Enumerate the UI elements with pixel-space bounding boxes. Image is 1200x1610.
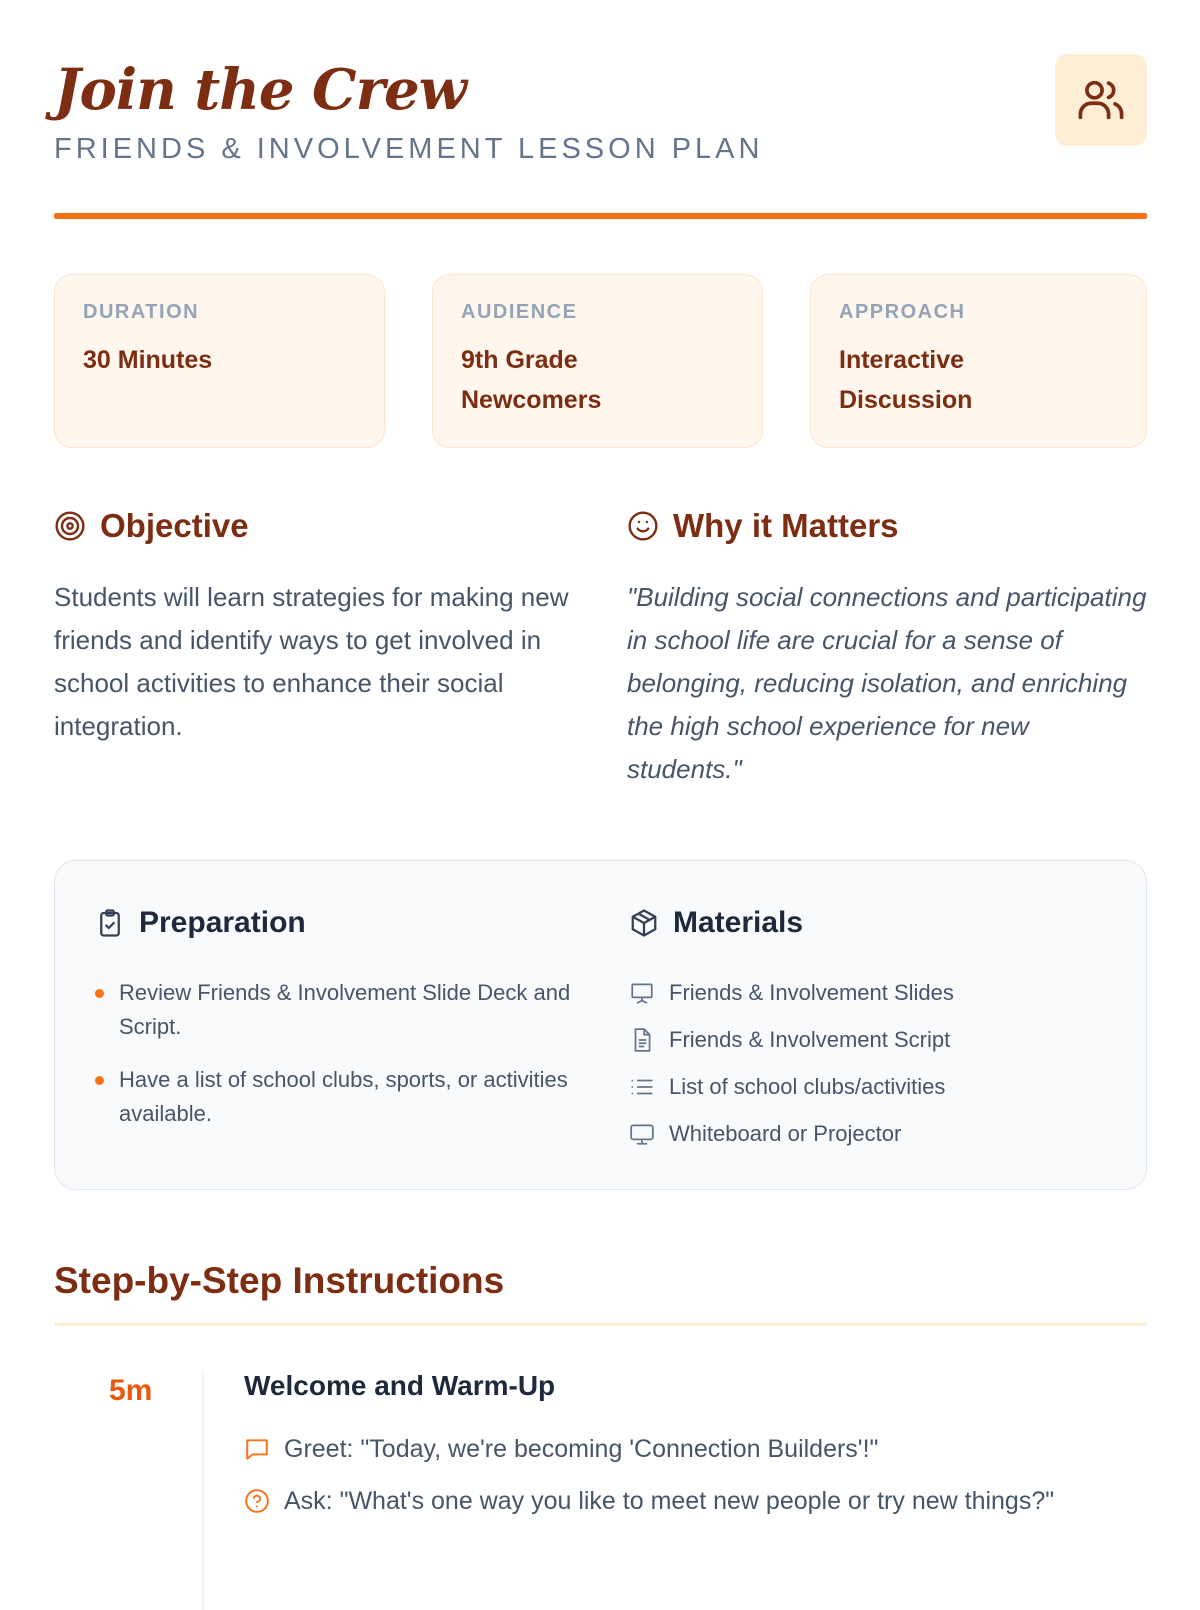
bullet-dot	[95, 989, 104, 998]
header-divider	[54, 213, 1147, 219]
list-item-text: Friends & Involvement Slides	[669, 980, 954, 1005]
materials-list	[629, 976, 954, 1164]
duration-card	[54, 274, 385, 448]
presentation-icon	[629, 980, 655, 1006]
step-line-item	[244, 1429, 1084, 1469]
document-icon	[629, 1027, 655, 1053]
users-icon	[1075, 74, 1127, 126]
step-line-text: Greet: "Today, we're becoming 'Connection Builders'!"	[284, 1435, 879, 1463]
card-label: DURATION	[83, 301, 200, 323]
materials-heading	[629, 906, 803, 940]
list-item	[629, 1117, 954, 1151]
step-line-item	[244, 1481, 1084, 1521]
section-title: Why it Matters	[673, 507, 899, 544]
step-line-text: Ask: "What's one way you like to meet new people or try new things?"	[284, 1487, 1055, 1515]
page-title: Join the Crew	[54, 57, 466, 123]
list-item	[95, 976, 575, 1044]
clipboard-check-icon	[95, 908, 125, 938]
why-heading	[627, 507, 899, 545]
monitor-icon	[629, 1121, 655, 1147]
target-icon	[54, 510, 86, 542]
timeline-line	[202, 1370, 204, 1610]
list-icon	[629, 1074, 655, 1100]
preparation-list	[95, 976, 575, 1150]
card-value: 9th Grade Newcomers	[461, 346, 602, 414]
step-duration: 5m	[109, 1374, 153, 1407]
box-title: Materials	[673, 906, 804, 939]
list-item-text: Friends & Involvement Script	[669, 1027, 951, 1052]
list-item-text: List of school clubs/activities	[669, 1074, 946, 1099]
box-title: Preparation	[139, 906, 306, 939]
list-item-text: Whiteboard or Projector	[669, 1121, 902, 1146]
bullet-dot	[95, 1076, 104, 1085]
package-icon	[629, 908, 659, 938]
smile-icon	[627, 510, 659, 542]
audience-card	[432, 274, 763, 448]
section-title: Objective	[100, 507, 249, 544]
card-label: APPROACH	[839, 301, 966, 323]
step-title: Welcome and Warm-Up	[244, 1370, 556, 1401]
preparation-heading	[95, 906, 306, 940]
list-item	[629, 976, 954, 1010]
list-item	[629, 1023, 954, 1057]
card-label: AUDIENCE	[461, 301, 578, 323]
steps-heading: Step-by-Step Instructions	[54, 1260, 505, 1301]
speech-bubble-icon	[244, 1436, 270, 1462]
card-value: Interactive Discussion	[839, 346, 973, 414]
objective-heading	[54, 507, 249, 545]
question-circle-icon	[244, 1488, 270, 1514]
list-item-text: Have a list of school clubs, sports, or activities available.	[119, 1067, 568, 1126]
users-badge	[1055, 54, 1147, 146]
approach-card	[810, 274, 1147, 448]
steps-divider	[54, 1323, 1147, 1326]
preparation-materials-box	[54, 860, 1147, 1190]
objective-text: Students will learn strategies for making new friends and identify ways to get involved in school activities to enhance their social integration.	[54, 582, 569, 741]
list-item-text: Review Friends & Involvement Slide Deck and Script.	[119, 980, 571, 1039]
list-item	[629, 1070, 954, 1104]
page-subtitle: FRIENDS & INVOLVEMENT LESSON PLAN	[54, 133, 764, 165]
list-item	[95, 1063, 575, 1131]
card-value: 30 Minutes	[83, 346, 213, 374]
header	[54, 50, 1147, 170]
why-quote: "Building social connections and participating in school life are crucial for a sense of belonging, reducing isolation, and enriching the high school experience for new students."	[627, 582, 1147, 784]
